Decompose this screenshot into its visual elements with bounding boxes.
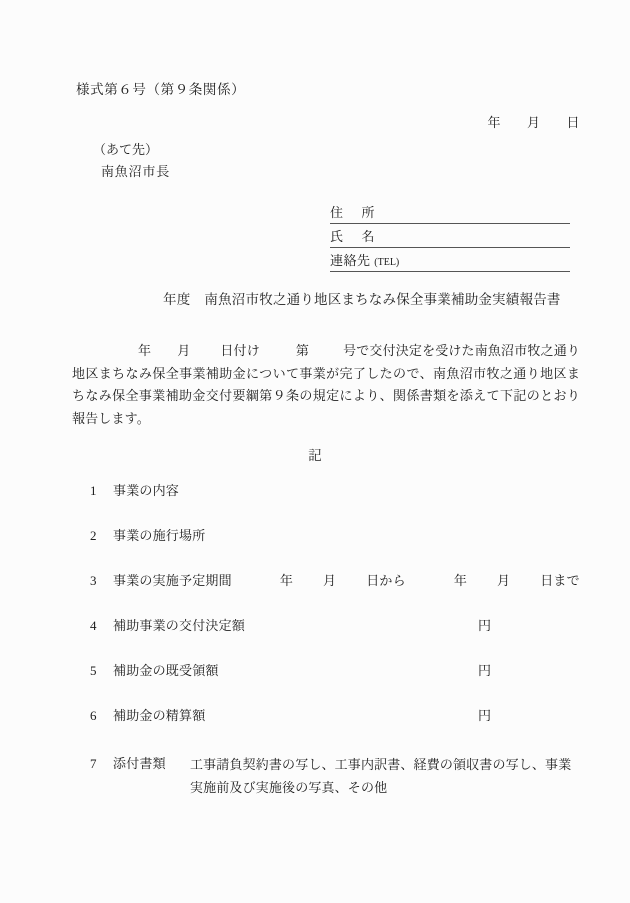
item-1-number: 1 — [90, 483, 97, 498]
item-3-to-year: 年 — [453, 573, 468, 588]
item-7 — [90, 753, 166, 772]
item-7-content — [190, 753, 580, 799]
item-2-number: 2 — [90, 528, 97, 543]
body-date-month: 月 — [177, 343, 191, 358]
item-5-unit: 円 — [478, 663, 492, 678]
addressee-label: （あて先） — [93, 142, 159, 157]
body-line-2: り地区まちなみ保全事業補助金について事業が完了したので、南魚沼市牧之通り地区 — [72, 343, 581, 381]
item-3-number: 3 — [90, 573, 97, 588]
applicant-name-label-2: 名 — [361, 229, 376, 244]
item-1-label: 事業の内容 — [113, 483, 180, 498]
applicant-name-row[interactable] — [330, 224, 570, 248]
item-3-label: 事業の実施予定期間 — [113, 573, 232, 588]
item-7-number: 7 — [90, 756, 97, 771]
applicant-address-label-2: 所 — [361, 205, 376, 220]
item-5 — [90, 660, 219, 679]
applicant-tel-label: (TEL) — [374, 257, 400, 268]
applicant-address-label-1: 住 — [330, 205, 344, 220]
body-date-day: 日付け — [220, 343, 260, 358]
item-5-number: 5 — [90, 663, 97, 678]
item-4 — [90, 615, 245, 634]
item-3-to-month: 月 — [497, 573, 511, 588]
item-4-number: 4 — [90, 618, 97, 633]
date-day: 日 — [566, 115, 580, 130]
item-4-unit: 円 — [478, 618, 492, 633]
item-7-content-line-2: 実施前及び実施後の写真、その他 — [190, 780, 388, 795]
item-3-from-day: 日から — [366, 573, 406, 588]
applicant-contact-label: 連絡先 — [330, 253, 371, 268]
title-fiscal-year: 年度 — [163, 292, 191, 307]
document-title — [163, 288, 561, 308]
body-date-year: 年 — [138, 343, 152, 358]
item-7-content-line-1: 工事請負契約書の写し、工事内訳書、経費の領収書の写し、事業 — [190, 757, 572, 772]
item-3-from-month: 月 — [323, 573, 337, 588]
item-7-label: 添付書類 — [113, 756, 166, 771]
item-3 — [90, 570, 580, 589]
item-6-number: 6 — [90, 708, 97, 723]
item-6-label: 補助金の精算額 — [113, 708, 206, 723]
body-paragraph — [72, 340, 580, 430]
item-6-unit: 円 — [478, 708, 492, 723]
body-number-suffix: 号で交付決定を受けた南魚沼市牧之通 — [343, 343, 567, 358]
date-year: 年 — [487, 115, 501, 130]
applicant-contact-row[interactable] — [330, 248, 570, 272]
item-4-label: 補助事業の交付決定額 — [113, 618, 246, 633]
body-line-3: まちなみ保全事業補助金交付要綱第９条の規定により、関係書類を添えて下記のとお — [72, 365, 580, 403]
applicant-block — [330, 200, 570, 272]
addressee-name: 南魚沼市長 — [101, 164, 171, 179]
date-line — [330, 112, 580, 131]
body-line-4: り報告します。 — [72, 388, 580, 426]
applicant-address-row[interactable] — [330, 200, 570, 224]
item-6 — [90, 705, 205, 724]
form-number: 様式第６号（第９条関係） — [76, 82, 246, 97]
ki-marker: 記 — [308, 448, 322, 463]
item-5-label: 補助金の既受領額 — [113, 663, 219, 678]
item-1 — [90, 480, 179, 499]
title-main: 南魚沼市牧之通り地区まちなみ保全事業補助金実績報告書 — [204, 292, 561, 307]
item-2 — [90, 525, 205, 544]
item-3-to-day: 日まで — [540, 573, 580, 588]
item-2-label: 事業の施行場所 — [113, 528, 206, 543]
body-number-prefix: 第 — [295, 343, 310, 358]
date-month: 月 — [526, 115, 541, 130]
item-3-from-year: 年 — [279, 573, 294, 588]
applicant-name-label-1: 氏 — [330, 229, 344, 244]
